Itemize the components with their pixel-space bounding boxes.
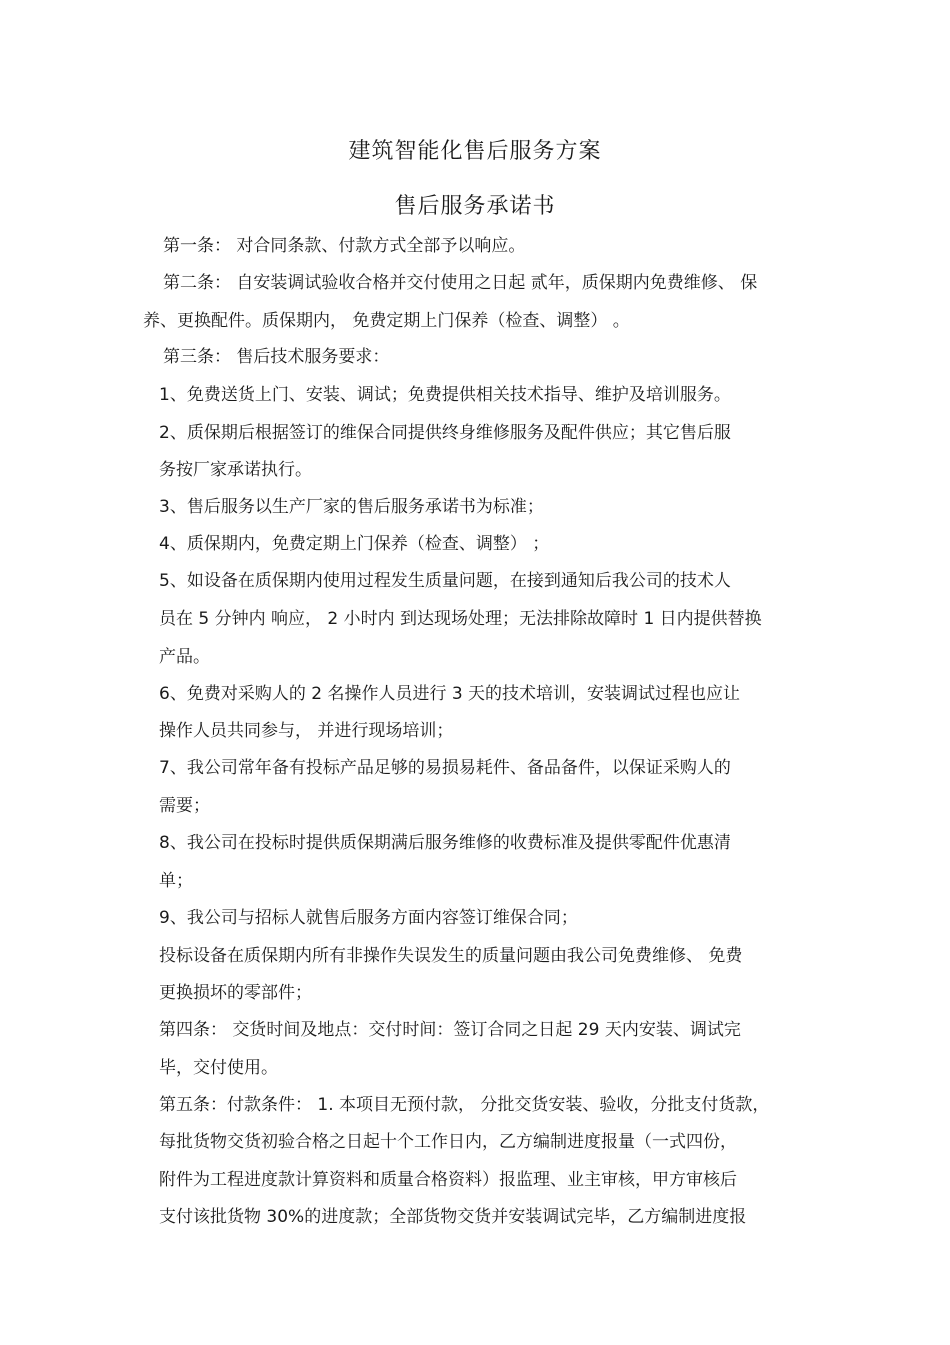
clause-1-line: 第一条： 对合同条款、付款方式全部予以响应。 bbox=[163, 236, 526, 256]
item-7-continuation: 需要； bbox=[159, 796, 210, 816]
item-7-line: 7、我公司常年备有投标产品足够的易损易耗件、备品备件，以保证采购人的 bbox=[159, 758, 731, 778]
item-8-continuation: 单； bbox=[159, 871, 193, 891]
item-4-line: 4、质保期内，免费定期上门保养（检查、调整） ； bbox=[159, 534, 550, 554]
clause-5-continuation-1: 每批货物交货初验合格之日起十个工作日内，乙方编制进度报量（一式四份， bbox=[159, 1132, 737, 1152]
clause-4-line: 第四条： 交货时间及地点：交付时间：签订合同之日起 29 天内安装、调试完 bbox=[159, 1020, 741, 1040]
item-3-line: 3、售后服务以生产厂家的售后服务承诺书为标准； bbox=[159, 497, 544, 517]
clause-3-heading: 第三条： 售后技术服务要求： bbox=[163, 347, 390, 367]
warranty-paragraph-line: 投标设备在质保期内所有非操作失误发生的质量问题由我公司免费维修、 免费 bbox=[159, 946, 743, 966]
warranty-paragraph-continuation: 更换损坏的零部件； bbox=[159, 983, 312, 1003]
item-2-continuation: 务按厂家承诺执行。 bbox=[159, 460, 312, 480]
document-title: 建筑智能化售后服务方案 bbox=[348, 139, 602, 164]
item-6-line: 6、免费对采购人的 2 名操作人员进行 3 天的技术培训，安装调试过程也应让 bbox=[159, 684, 741, 704]
item-6-continuation: 操作人员共同参与， 并进行现场培训； bbox=[159, 721, 454, 741]
item-8-line: 8、我公司在投标时提供质保期满后服务维修的收费标准及提供零配件优惠清 bbox=[159, 833, 731, 853]
item-5-continuation: 员在 5 分钟内 响应， 2 小时内 到达现场处理；无法排除故障时 1 日内提供替换 bbox=[159, 609, 762, 629]
item-2-line: 2、质保期后根据签订的维保合同提供终身维修服务及配件供应；其它售后服 bbox=[159, 423, 731, 443]
item-1-line: 1、免费送货上门、安装、调试；免费提供相关技术指导、维护及培训服务。 bbox=[159, 385, 731, 405]
item-5-line: 5、如设备在质保期内使用过程发生质量问题，在接到通知后我公司的技术人 bbox=[159, 571, 731, 591]
clause-4-continuation: 毕，交付使用。 bbox=[159, 1058, 278, 1078]
clause-5-continuation-3: 支付该批货物 30%的进度款；全部货物交货并安装调试完毕，乙方编制进度报 bbox=[159, 1207, 747, 1227]
item-9-line: 9、我公司与招标人就售后服务方面内容签订维保合同； bbox=[159, 908, 578, 928]
clause-2-continuation: 养、更换配件。质保期内， 免费定期上门保养（检查、调整） 。 bbox=[143, 311, 630, 331]
clause-2-line: 第二条： 自安装调试验收合格并交付使用之日起 贰年，质保期内免费维修、 保 bbox=[163, 273, 758, 293]
document-subtitle: 售后服务承诺书 bbox=[394, 194, 556, 219]
item-5-end: 产品。 bbox=[159, 647, 210, 667]
clause-5-line: 第五条：付款条件： 1. 本项目无预付款， 分批交货安装、验收，分批支付货款， bbox=[159, 1095, 770, 1115]
clause-5-continuation-2: 附件为工程进度款计算资料和质量合格资料）报监理、业主审核，甲方审核后 bbox=[159, 1170, 737, 1190]
